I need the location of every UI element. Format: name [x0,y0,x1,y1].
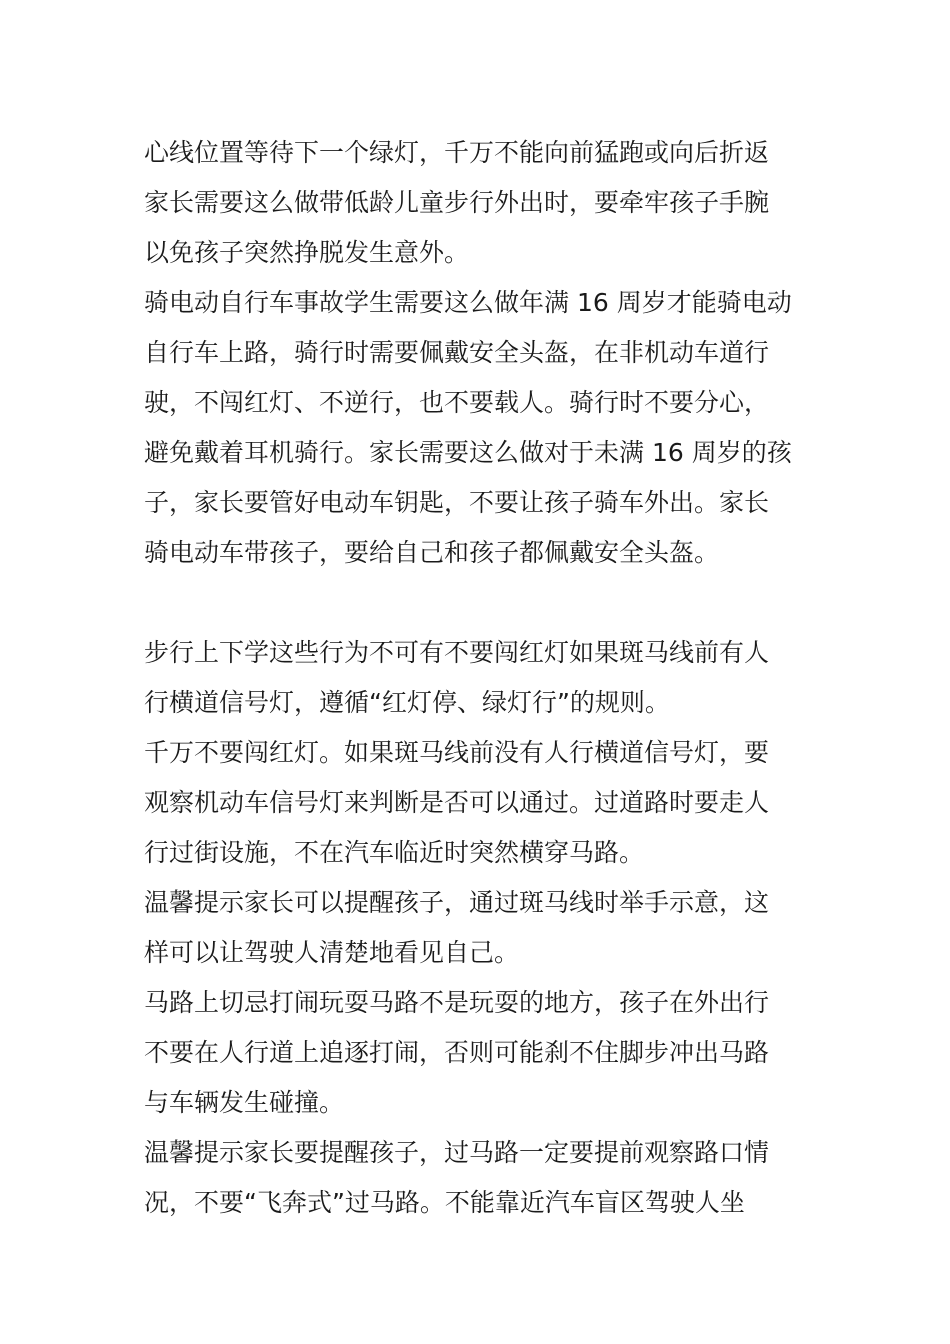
text-line: 温馨提示家长要提醒孩子，过马路一定要提前观察路口情 [144,1138,770,1167]
paragraph-crossing-rules [144,728,814,878]
text-line: 温馨提示家长可以提醒孩子，通过斑马线时举手示意，这 [144,888,770,917]
text-line: 千万不要闯红灯。如果斑马线前没有人行横道信号灯，要 [144,738,770,767]
text-line: 自行车上路，骑行时需要佩戴安全头盔，在非机动车道行 [144,338,770,367]
paragraph-observe-intersection-tip [144,1128,814,1228]
text-line: 马路上切忌打闹玩耍马路不是玩耍的地方，孩子在外出行 [144,988,770,1017]
paragraph-no-playing-on-road [144,978,814,1128]
text-line: 样可以让驾驶人清楚地看见自己。 [144,938,520,967]
document-body [144,128,814,1228]
paragraph-spacer [144,578,814,628]
paragraph-raise-hand-tip [144,878,814,978]
text-line: 以免孩子突然挣脱发生意外。 [144,238,470,267]
text-line: 骑电动车带孩子，要给自己和孩子都佩戴安全头盔。 [144,538,720,567]
text-line: 驶，不闯红灯、不逆行，也不要载人。骑行时不要分心， [144,388,770,417]
text-line: 家长需要这么做带低龄儿童步行外出时，要牵牢孩子手腕 [144,188,770,217]
text-line: 步行上下学这些行为不可有不要闯红灯如果斑马线前有人 [144,638,770,667]
text-line: 与车辆发生碰撞。 [144,1088,345,1117]
text-line: 子，家长要管好电动车钥匙，不要让孩子骑车外出。家长 [144,488,770,517]
text-line: 行横道信号灯，遵循“红灯停、绿灯行”的规则。 [144,688,670,717]
text-line: 况，不要“飞奔式”过马路。不能靠近汽车盲区驾驶人坐 [144,1188,745,1217]
paragraph-e-bike-safety [144,278,814,578]
paragraph-no-red-light [144,628,814,728]
text-line: 避免戴着耳机骑行。家长需要这么做对于未满 16 周岁的孩 [144,438,792,467]
text-line: 观察机动车信号灯来判断是否可以通过。过道路时要走人 [144,788,770,817]
paragraph-wait-green-light [144,128,814,278]
text-line: 骑电动自行车事故学生需要这么做年满 16 周岁才能骑电动 [144,288,792,317]
text-line: 行过街设施，不在汽车临近时突然横穿马路。 [144,838,645,867]
text-line: 心线位置等待下一个绿灯，千万不能向前猛跑或向后折返 [144,138,770,167]
text-line: 不要在人行道上追逐打闹，否则可能刹不住脚步冲出马路 [144,1038,770,1067]
